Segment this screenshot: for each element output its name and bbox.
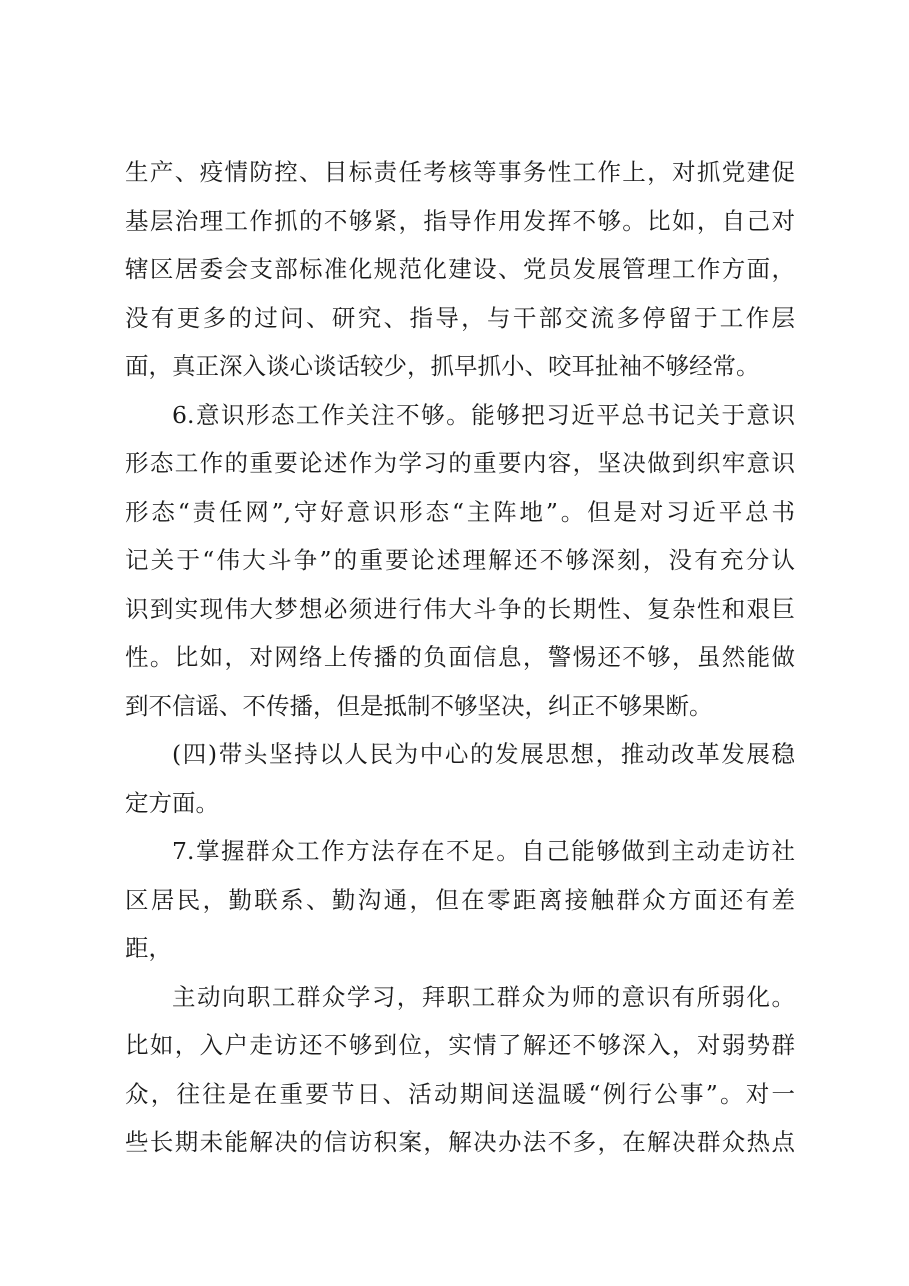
text-line: 主动向职工群众学习，拜职工群众为师的意识有所弱化。 <box>172 982 795 1011</box>
text-line: 众，往往是在重要节日、活动期间送温暖“例行公事”。对一 <box>125 1079 795 1108</box>
text-line: 性。比如，对网络上传播的负面信息，警惕还不够，虽然能做 <box>125 643 795 671</box>
text-line: 区居民，勤联系、勤沟通，但在零距离接触群众方面还有差 <box>125 885 795 914</box>
text-line: 形态“责任网”,守好意识形态“主阵地”。但是对习近平总书 <box>125 497 795 526</box>
text-line: 面，真正深入谈心谈话较少，抓早抓小、咬耳扯袖不够经常。 <box>125 352 760 380</box>
text-line: 没有更多的过问、研究、指导，与干部交流多停留于工作层 <box>125 303 795 332</box>
text-line: 记关于“伟大斗争”的重要论述理解还不够深刻，没有充分认 <box>125 546 795 574</box>
text-line: 7.掌握群众工作方法存在不足。自己能够做到主动走访社 <box>172 837 795 865</box>
section-heading-line: (四)带头坚持以人民为中心的发展思想，推动改革发展稳 <box>172 740 795 768</box>
text-line: 到不信谣、不传播，但是抵制不够坚决，纠正不够果断。 <box>125 691 713 720</box>
body-text <box>125 148 795 1167</box>
text-line: 生产、疫情防控、目标责任考核等事务性工作上，对抓党建促 <box>125 158 795 186</box>
section-heading-line: 定方面。 <box>125 788 219 817</box>
text-line: 形态工作的重要论述作为学习的重要内容，坚决做到织牢意识 <box>125 449 795 477</box>
text-line: 识到实现伟大梦想必须进行伟大斗争的长期性、复杂性和艰巨 <box>125 594 795 623</box>
text-line: 些长期未能解决的信访积案，解决办法不多，在解决群众热点 <box>125 1128 795 1156</box>
text-line: 距， <box>125 934 172 962</box>
text-line: 基层治理工作抓的不够紧，指导作用发挥不够。比如，自己对 <box>125 206 795 235</box>
text-line: 比如，入户走访还不够到位，实情了解还不够深入，对弱势群 <box>125 1031 795 1059</box>
text-line: 辖区居委会支部标准化规范化建设、党员发展管理工作方面， <box>125 255 795 283</box>
text-line: 6.意识形态工作关注不够。能够把习近平总书记关于意识 <box>172 400 795 429</box>
